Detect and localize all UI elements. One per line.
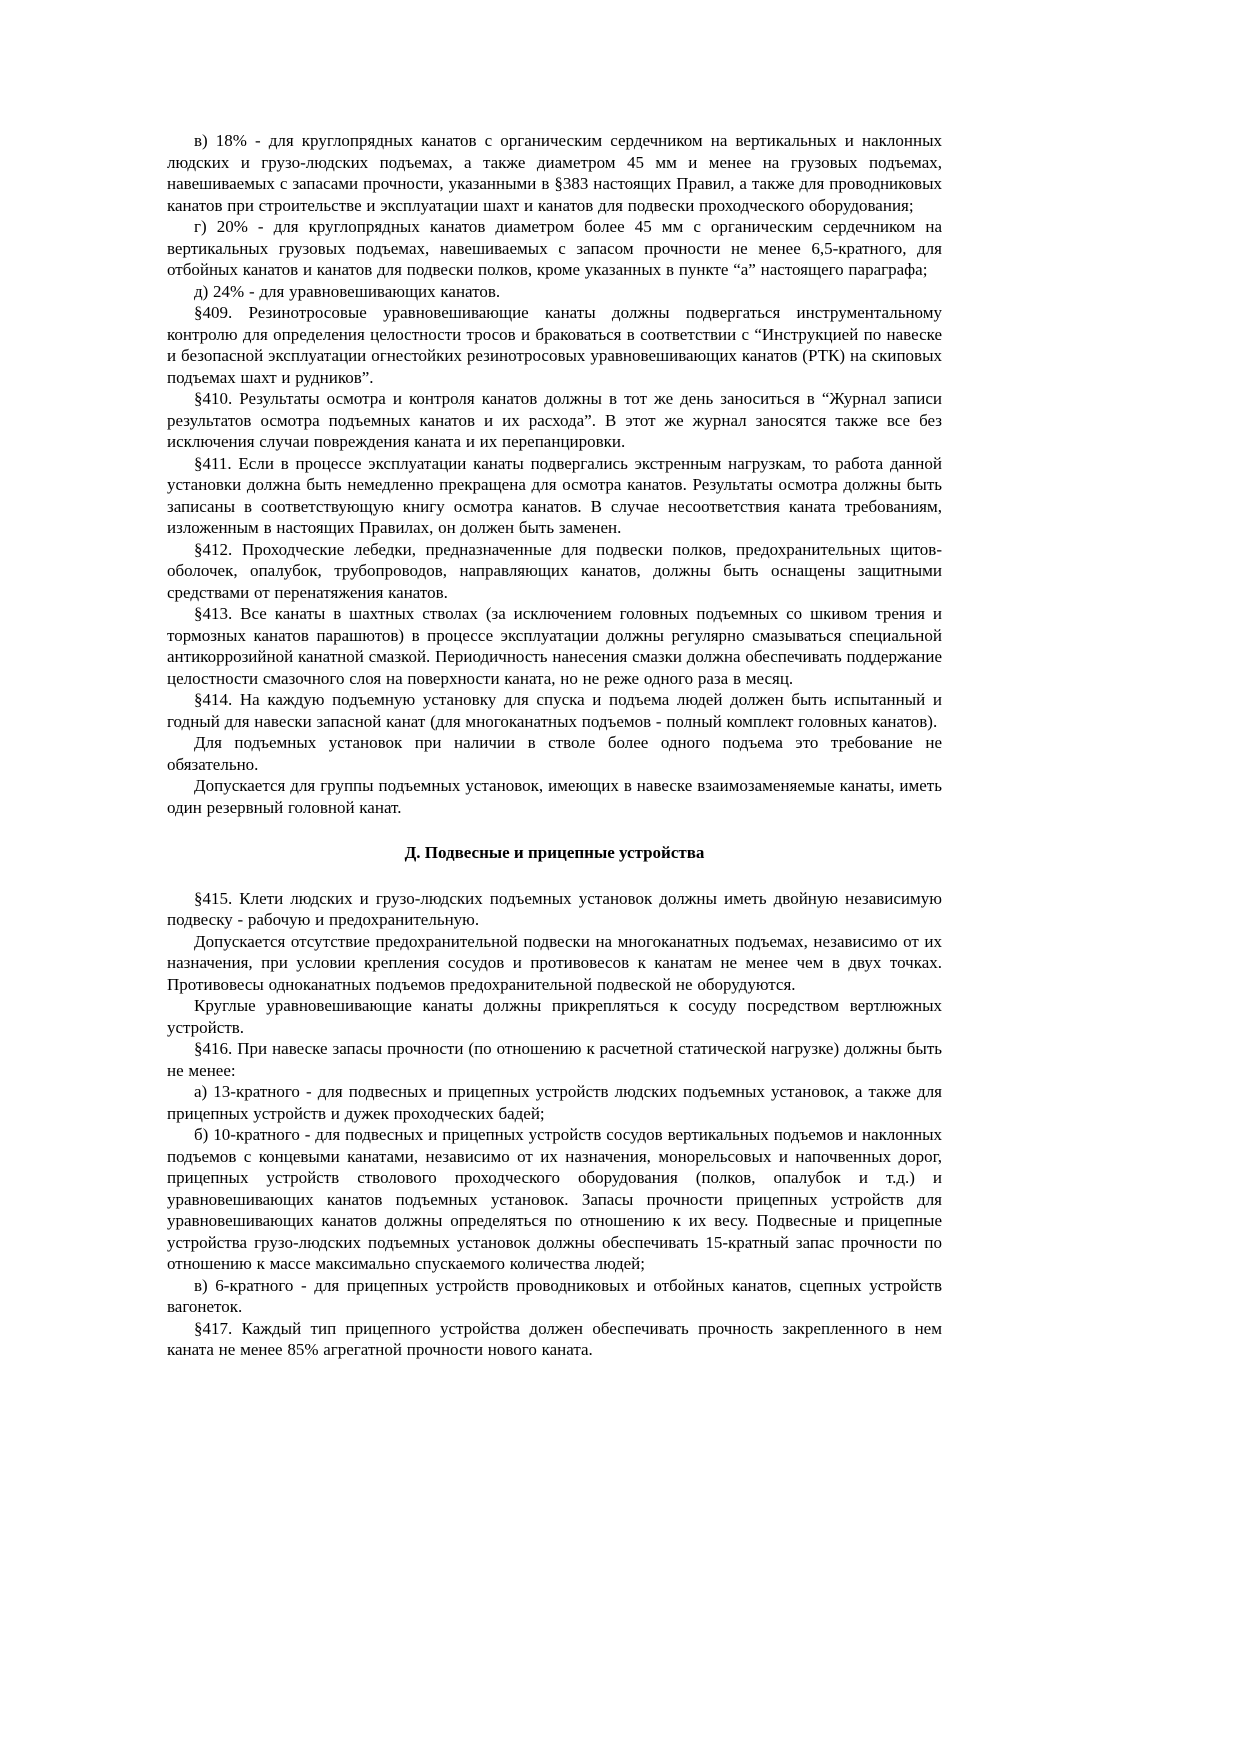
paragraph-item-d-24: д) 24% - для уравновешивающих канатов. [194, 281, 501, 301]
paragraph-416: §416. При навеске запасы прочности (по отношению к расчетной статической нагрузке) должны быть не менее: [167, 1039, 942, 1080]
section-heading-d: Д. Подвесные и прицепные устройства [404, 843, 705, 862]
paragraph-416-item-a: а) 13-кратного - для подвесных и прицепных устройств людских подъемных установок, а также для прицепных устройств и дужек проходческих бадей; [167, 1082, 942, 1123]
paragraph-413: §413. Все канаты в шахтных стволах (за исключением головных подъемных со шкивом трения и тормозных канатов парашютов) в процессе эксплуатации должны регулярно смазываться специальной антикоррозийной канатной смазкой. Периодичность нанесения смазки должна обеспечивать поддержание целостности смазочного слоя на поверхности каната, но не реже одного раза в месяц. [167, 604, 942, 688]
paragraph-415: §415. Клети людских и грузо-людских подъемных установок должны иметь двойную независимую подвеску - рабочую и предохранительную. [167, 888, 942, 929]
paragraph-412: §412. Проходческие лебедки, предназначенные для подвески полков, предохранительных щитов-оболочек, опалубок, трубопроводов, направляющих канатов, должны быть оснащены защитными средствами от перенатяжения канатов. [167, 539, 942, 602]
paragraph-409: §409. Резинотросовые уравновешивающие канаты должны подвергаться инструментальному контролю для определения целостности тросов и браковаться в соответствии с “Инструкцией по навеске и безопасной эксплуатации огнестойких резинотросовых уравновешивающих канатов (РТК) на скиповых подъемах шахт и рудников”. [167, 303, 942, 387]
paragraph-414: §414. На каждую подъемную установку для спуска и подъема людей должен быть испытанный и годный для навески запасной канат (для многоканатных подъемов - полный комплект головных канатов). [167, 690, 942, 731]
paragraph-411: §411. Если в процессе эксплуатации канаты подвергались экстренным нагрузкам, то работа данной установки должна быть немедленно прекращена для осмотра канатов. Результаты осмотра должны быть записаны в соответствующую книгу осмотра канатов. В случае несоответствия каната требованиям, изложенным в настоящих Правилах, он должен быть заменен. [167, 453, 942, 537]
paragraph-414-note-1: Для подъемных установок при наличии в стволе более одного подъема это требование не обязательно. [167, 733, 942, 774]
paragraph-item-g-20: г) 20% - для круглопрядных канатов диаметром более 45 мм с органическим сердечником на вертикальных грузовых подъемах, навешиваемых с запасом прочности не менее 6,5-кратного, для отбойных канатов и канатов для подвески полков, кроме указанных в пункте “а” настоящего параграфа; [167, 217, 942, 279]
paragraph-416-item-b: б) 10-кратного - для подвесных и прицепных устройств сосудов вертикальных подъемов и наклонных подъемов с концевыми канатами, независимо от их назначения, монорельсовых и напочвенных дорог, прицепных устройств стволового проходческого оборудования (полков, опалубок и т.д.) и уравновешивающих канатов подъемных установок. Запасы прочности прицепных устройств для уравновешивающих канатов должны определяться по отношению к их весу. Подвесные и прицепные устройства грузо-людских подъемных установок должны обеспечивать 15-кратный запас прочности по отношению к массе максимально спускаемого количества людей; [167, 1125, 942, 1273]
paragraph-410: §410. Результаты осмотра и контроля канатов должны в тот же день заноситься в “Журнал записи результатов осмотра подъемных канатов и их расхода”. В этот же журнал заносятся также все без исключения случаи повреждения каната и их перепанцировки. [167, 389, 942, 451]
paragraph-414-note-2: Допускается для группы подъемных установок, имеющих в навеске взаимозаменяемые канаты, иметь один резервный головной канат. [167, 776, 942, 817]
paragraph-417: §417. Каждый тип прицепного устройства должен обеспечивать прочность закрепленного в нем каната не менее 85% агрегатной прочности нового каната. [167, 1318, 942, 1359]
paragraph-416-item-v: в) 6-кратного - для прицепных устройств проводниковых и отбойных канатов, сцепных устройств вагонеток. [167, 1275, 942, 1316]
paragraph-415-note-2: Круглые уравновешивающие канаты должны прикрепляться к сосуду посредством вертлюжных устройств. [167, 996, 942, 1037]
paragraph-item-v-18: в) 18% - для круглопрядных канатов с органическим сердечником на вертикальных и наклонных людских и грузо-людских подъемах, а также диаметром 45 мм и менее на грузовых подъемах, навешиваемых с запасами прочности, указанными в §383 настоящих Правил, а также для проводниковых канатов при строительстве и эксплуатации шахт и канатов для подвески проходческого оборудования; [167, 131, 942, 215]
paragraph-415-note-1: Допускается отсутствие предохранительной подвески на многоканатных подъемах, независимо от их назначения, при условии крепления сосудов и противовесов к канатам не менее чем в двух точках. Противовесы одноканатных подъемов предохранительной подвеской не оборудуются. [167, 931, 942, 994]
